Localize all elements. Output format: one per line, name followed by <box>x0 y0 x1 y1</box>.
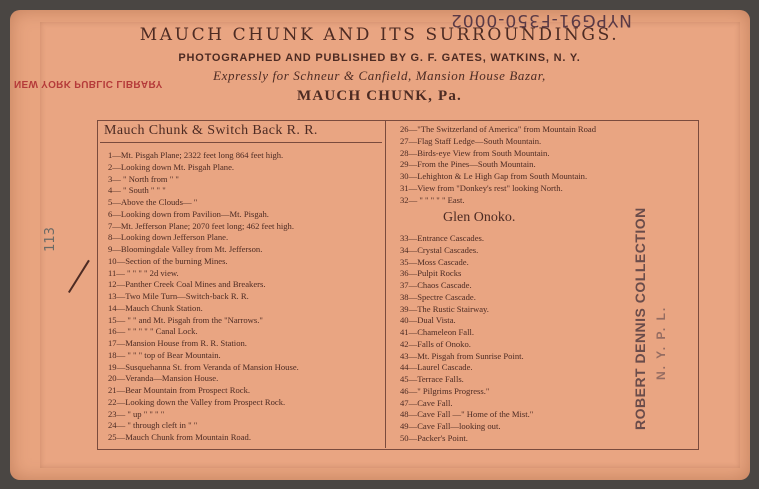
view-list-item: 7—Mt. Jefferson Plane; 2070 feet long; 462 feet high. <box>108 220 295 231</box>
section-title-glen-onoko: Glen Onoko. <box>443 210 516 225</box>
place-line: MAUCH CHUNK, Pa. <box>296 88 463 104</box>
view-list-item: 3— " North from " " <box>108 173 179 184</box>
view-list-item: 47—Cave Fall. <box>400 397 453 408</box>
view-list-item: 2—Looking down Mt. Pisgah Plane. <box>108 161 235 172</box>
view-list-item: 34—Crystal Cascades. <box>400 244 479 255</box>
catalog-number: NYPG91-F350-0002 <box>450 10 632 30</box>
left-view-list <box>108 150 299 444</box>
view-list-item: 37—Chaos Cascade. <box>400 280 472 290</box>
view-list-item: 46—" Pilgrims Progress." <box>400 385 490 396</box>
section-title-rule <box>100 142 382 143</box>
right-view-list-glen <box>400 233 533 445</box>
nypl-stamp: N. Y. P. L. <box>654 305 668 380</box>
view-list-item: 33—Entrance Cascades. <box>400 233 484 243</box>
view-list-item: 4— " South " " " <box>108 185 166 196</box>
view-list-item: 1—Mt. Pisgah Plane; 2322 feet long 864 feet high. <box>108 150 284 160</box>
view-list-item: 27—Flag Staff Ledge—South Mountain. <box>400 135 542 146</box>
view-list-item: 5—Above the Clouds— " <box>108 197 198 207</box>
view-list-item: 49—Cave Fall—looking out. <box>400 421 501 431</box>
view-list-item: 21—Bear Mountain from Prospect Rock. <box>108 385 251 395</box>
view-list-item: 15— " " and Mt. Pisgah from the "Narrows." <box>108 314 263 325</box>
view-list-item: 40—Dual Vista. <box>400 315 456 326</box>
view-list-item: 23— " up " " " " <box>108 408 165 419</box>
view-list-item: 35—Moss Cascade. <box>400 256 469 267</box>
view-list-item: 31—View from "Donkey's rest" looking North. <box>400 182 563 193</box>
library-stamp: NEW YORK PUBLIC LIBRARY <box>14 78 163 89</box>
view-list-item: 9—Bloomingdale Valley from Mt. Jefferson. <box>108 244 263 254</box>
right-view-list-top <box>400 124 596 206</box>
view-list-item: 20—Veranda—Mansion House. <box>108 373 219 384</box>
view-list-item: 39—The Rustic Stairway. <box>400 303 489 314</box>
dealer-line: Expressly for Schneur & Canfield, Mansion House Bazar, <box>213 68 546 83</box>
view-list-item: 44—Laurel Cascade. <box>400 362 473 373</box>
view-list-item: 32— " " " " " East. <box>400 194 465 205</box>
publisher-line: PHOTOGRAPHED AND PUBLISHED BY G. F. GATES, WATKINS, N. Y. <box>178 52 581 64</box>
view-list-item: 42—Falls of Onoko. <box>400 338 471 349</box>
view-list-item: 26—"The Switzerland of America" from Mountain Road <box>400 124 597 134</box>
view-list-item: 36—Pulpit Rocks <box>400 268 462 279</box>
view-list-item: 30—Lehighton & Le High Gap from South Mountain. <box>400 171 588 181</box>
column-divider <box>385 120 386 448</box>
section-title-switchback: Mauch Chunk & Switch Back R. R. <box>104 123 318 138</box>
view-list-item: 22—Looking down the Valley from Prospect Rock. <box>108 396 286 407</box>
view-list-item: 17—Mansion House from R. R. Station. <box>108 338 247 348</box>
view-list-item: 11— " " " " 2d view. <box>108 267 179 278</box>
view-list-item: 8—Looking down Jefferson Plane. <box>108 232 229 243</box>
collection-stamp: ROBERT DENNIS COLLECTION <box>632 207 648 430</box>
view-list-item: 19—Susquehanna St. from Veranda of Mansion House. <box>108 361 299 372</box>
view-list-item: 50—Packer's Point. <box>400 432 468 443</box>
view-list-item: 38—Spectre Cascade. <box>400 291 476 302</box>
view-list-item: 16— " " " " " Canal Lock. <box>108 326 198 337</box>
view-list-item: 24— " through cleft in " " <box>108 420 198 431</box>
view-list-item: 12—Panther Creek Coal Mines and Breakers. <box>108 279 266 290</box>
view-list-item: 25—Mauch Chunk from Mountain Road. <box>108 432 251 442</box>
pencil-mark: 113 <box>42 227 58 252</box>
view-list-item: 13—Two Mile Turn—Switch-back R. R. <box>108 291 249 301</box>
view-list-item: 6—Looking down from Pavilion—Mt. Pisgah. <box>108 208 269 219</box>
view-list-item: 41—Chameleon Fall. <box>400 327 474 337</box>
view-list-item: 10—Section of the burning Mines. <box>108 255 228 266</box>
view-list-item: 43—Mt. Pisgah from Sunrise Point. <box>400 350 524 361</box>
view-list-item: 28—Birds-eye View from South Mountain. <box>400 147 550 158</box>
view-list-item: 29—From the Pines—South Mountain. <box>400 159 536 170</box>
view-list-item: 14—Mauch Chunk Station. <box>108 302 203 313</box>
card-title: MAUCH CHUNK AND ITS SURROUNDINGS. <box>139 25 620 45</box>
view-list-item: 48—Cave Fall —" Home of the Mist." <box>400 409 534 420</box>
view-list-item: 45—Terrace Falls. <box>400 374 464 384</box>
view-list-item: 18— " " " top of Bear Mountain. <box>108 349 221 360</box>
